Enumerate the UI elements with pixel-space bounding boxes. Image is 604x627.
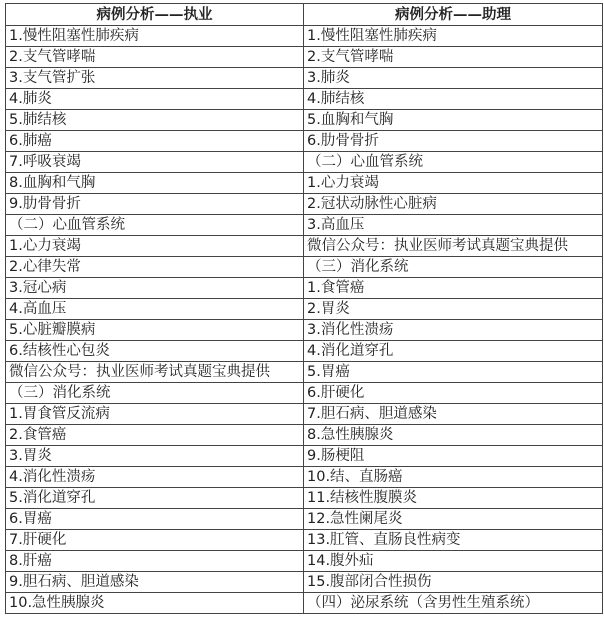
assistant-cell: 6.肋骨骨折 <box>304 131 603 152</box>
licensed-cell: 9.胆石病、胆道感染 <box>6 572 304 593</box>
licensed-cell: 6.胃癌 <box>6 509 304 530</box>
assistant-cell: 13.肛管、直肠良性病变 <box>304 530 603 551</box>
table-row <box>6 467 603 488</box>
assistant-cell: 7.胆石病、胆道感染 <box>304 404 603 425</box>
licensed-cell: 4.消化性溃疡 <box>6 467 304 488</box>
licensed-cell: 7.肝硬化 <box>6 530 304 551</box>
table-row <box>6 236 603 257</box>
table-row <box>6 152 603 173</box>
licensed-cell: 1.心力衰竭 <box>6 236 304 257</box>
licensed-cell: 3.冠心病 <box>6 278 304 299</box>
table-row <box>6 320 603 341</box>
licensed-cell: 1.慢性阻塞性肺疾病 <box>6 26 304 47</box>
licensed-cell: 6.肺癌 <box>6 131 304 152</box>
assistant-cell: 14.腹外疝 <box>304 551 603 572</box>
assistant-cell: 2.胃炎 <box>304 299 603 320</box>
licensed-cell: 5.消化道穿孔 <box>6 488 304 509</box>
comparison-table <box>5 3 603 614</box>
table-row <box>6 26 603 47</box>
assistant-cell: 1.食管癌 <box>304 278 603 299</box>
licensed-cell: 3.支气管扩张 <box>6 68 304 89</box>
table-row <box>6 278 603 299</box>
assistant-cell: （三）消化系统 <box>304 257 603 278</box>
assistant-cell: 2.支气管哮喘 <box>304 47 603 68</box>
table-row <box>6 425 603 446</box>
table-row <box>6 89 603 110</box>
licensed-cell: 5.肺结核 <box>6 110 304 131</box>
table-row <box>6 131 603 152</box>
table-row <box>6 215 603 236</box>
assistant-cell: 11.结核性腹膜炎 <box>304 488 603 509</box>
assistant-cell: （四）泌尿系统（含男性生殖系统） <box>304 593 603 614</box>
assistant-cell: 2.冠状动脉性心脏病 <box>304 194 603 215</box>
licensed-cell: 4.高血压 <box>6 299 304 320</box>
table-row <box>6 530 603 551</box>
assistant-cell: 3.高血压 <box>304 215 603 236</box>
assistant-cell: 4.肺结核 <box>304 89 603 110</box>
assistant-cell: 5.血胸和气胸 <box>304 110 603 131</box>
licensed-cell: 3.胃炎 <box>6 446 304 467</box>
table-row <box>6 257 603 278</box>
licensed-cell: 2.心律失常 <box>6 257 304 278</box>
header-assistant: 病例分析——助理 <box>304 4 603 26</box>
table-row <box>6 110 603 131</box>
assistant-cell: 3.消化性溃疡 <box>304 320 603 341</box>
licensed-cell: （三）消化系统 <box>6 383 304 404</box>
licensed-cell: 5.心脏瓣膜病 <box>6 320 304 341</box>
assistant-cell: 4.消化道穿孔 <box>304 341 603 362</box>
assistant-cell: 微信公众号：执业医师考试真题宝典提供 <box>304 236 603 257</box>
table-row <box>6 173 603 194</box>
table-row <box>6 68 603 89</box>
table-row <box>6 383 603 404</box>
table-row <box>6 572 603 593</box>
table-row <box>6 299 603 320</box>
licensed-cell: 7.呼吸衰竭 <box>6 152 304 173</box>
assistant-cell: 6.肝硬化 <box>304 383 603 404</box>
assistant-cell: 5.胃癌 <box>304 362 603 383</box>
assistant-cell: 12.急性阑尾炎 <box>304 509 603 530</box>
licensed-cell: 1.胃食管反流病 <box>6 404 304 425</box>
assistant-cell: 9.肠梗阻 <box>304 446 603 467</box>
assistant-cell: 1.慢性阻塞性肺疾病 <box>304 26 603 47</box>
table-row <box>6 593 603 614</box>
licensed-cell: 2.食管癌 <box>6 425 304 446</box>
table-row <box>6 404 603 425</box>
assistant-cell: 10.结、直肠癌 <box>304 467 603 488</box>
licensed-cell: 9.肋骨骨折 <box>6 194 304 215</box>
assistant-cell: （二）心血管系统 <box>304 152 603 173</box>
licensed-cell: （二）心血管系统 <box>6 215 304 236</box>
table-row <box>6 509 603 530</box>
table-row <box>6 194 603 215</box>
assistant-cell: 8.急性胰腺炎 <box>304 425 603 446</box>
licensed-cell: 10.急性胰腺炎 <box>6 593 304 614</box>
header-licensed: 病例分析——执业 <box>6 4 304 26</box>
table-row <box>6 341 603 362</box>
table-row <box>6 362 603 383</box>
table-row <box>6 47 603 68</box>
licensed-cell: 8.血胸和气胸 <box>6 173 304 194</box>
assistant-cell: 3.肺炎 <box>304 68 603 89</box>
licensed-cell: 2.支气管哮喘 <box>6 47 304 68</box>
licensed-cell: 4.肺炎 <box>6 89 304 110</box>
assistant-cell: 15.腹部闭合性损伤 <box>304 572 603 593</box>
table-row <box>6 551 603 572</box>
table-row <box>6 446 603 467</box>
licensed-cell: 8.肝癌 <box>6 551 304 572</box>
header-row <box>6 4 603 26</box>
table-row <box>6 488 603 509</box>
licensed-cell: 微信公众号：执业医师考试真题宝典提供 <box>6 362 304 383</box>
assistant-cell: 1.心力衰竭 <box>304 173 603 194</box>
licensed-cell: 6.结核性心包炎 <box>6 341 304 362</box>
